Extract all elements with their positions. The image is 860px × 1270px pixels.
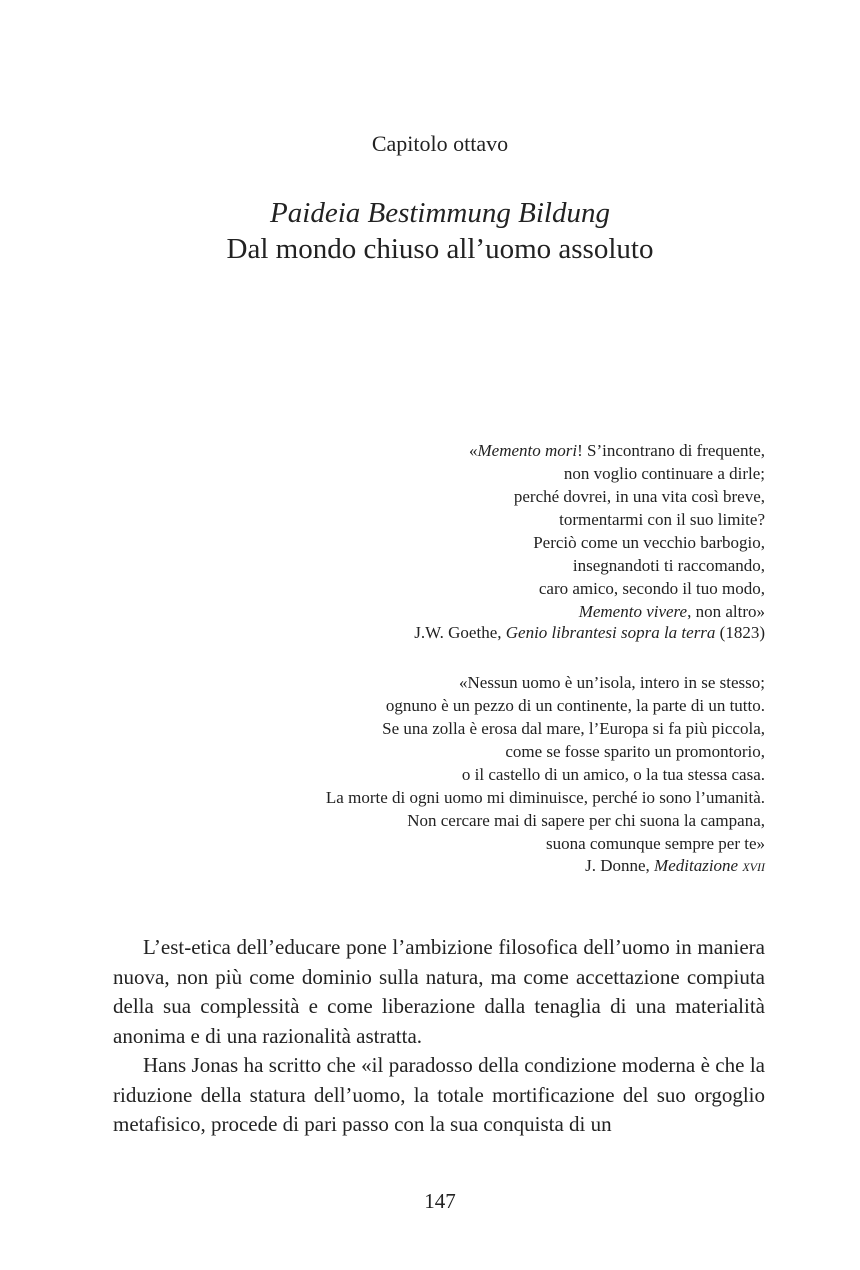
attribution-year: (1823) xyxy=(719,623,765,642)
attribution-work: Meditazione xyxy=(654,856,739,875)
epigraph-line: insegnandoti ti raccomando, xyxy=(572,556,765,575)
attribution-author: J. Donne, xyxy=(585,856,650,875)
attribution-work: Genio librantesi sopra la terra xyxy=(505,623,716,642)
chapter-label: Capitolo ottavo xyxy=(371,131,509,156)
epigraph-line: suona comunque sempre per te» xyxy=(545,834,765,853)
epigraph-line: Perciò come un vecchio barbogio, xyxy=(533,533,765,552)
epigraph-italic: Memento mori xyxy=(477,441,578,460)
paragraph: L’est-etica dell’educare pone l’ambizione filosofica dell’uomo in maniera nuova, non più come dominio sulla natura, ma come accettazione compiuta della sua complessità e come liberazione dalla tenaglia di una materialità anonima e di una razionalità astratta. xyxy=(113,935,765,1048)
chapter-title xyxy=(0,195,860,267)
title-italic: Paideia Bestimmung Bildung xyxy=(270,197,610,229)
epigraph-donne xyxy=(326,671,765,855)
attribution-author: J.W. Goethe, xyxy=(414,623,502,642)
epigraph-italic: Memento vivere xyxy=(578,602,688,621)
epigraph-line: perché dovrei, in una vita così breve, xyxy=(513,487,765,506)
epigraph-attribution-goethe xyxy=(414,623,765,643)
body-text xyxy=(113,933,765,1140)
paragraph: Hans Jonas ha scritto che «il paradosso della condizione moderna è che la riduzione della statura dell’uomo, la totale mortificazione del suo orgoglio metafisico, procede di pari passo con la sua conquista di un xyxy=(113,1053,765,1136)
epigraph-line: come se fosse sparito un promontorio, xyxy=(505,742,765,761)
epigraph-line: Non cercare mai di sapere per chi suona la campana, xyxy=(407,811,765,830)
epigraph-line: ognuno è un pezzo di un continente, la parte di un tutto. xyxy=(385,696,765,715)
epigraph-line: «Nessun uomo è un’isola, intero in se stesso; xyxy=(459,673,765,692)
epigraph-line: «Memento mori! S’incontrano di frequente, xyxy=(468,441,765,460)
epigraph-line: non voglio continuare a dirle; xyxy=(563,464,765,483)
epigraph-line: tormentarmi con il suo limite? xyxy=(559,510,765,529)
epigraph-line: Memento vivere, non altro» xyxy=(578,602,765,621)
page-number: 147 xyxy=(424,1189,456,1213)
epigraph-line: Se una zolla è erosa dal mare, l’Europa si fa più piccola, xyxy=(382,719,765,738)
epigraph-line: caro amico, secondo il tuo modo, xyxy=(538,579,765,598)
epigraph-attribution-donne xyxy=(585,856,765,876)
title-subtitle: Dal mondo chiuso all’uomo assoluto xyxy=(226,233,654,265)
epigraph-goethe xyxy=(469,439,765,623)
epigraph-line: o il castello di un amico, o la tua stessa casa. xyxy=(461,765,765,784)
epigraph-line: La morte di ogni uomo mi diminuisce, perché io sono l’umanità. xyxy=(325,788,765,807)
attribution-number: xvii xyxy=(742,856,765,875)
